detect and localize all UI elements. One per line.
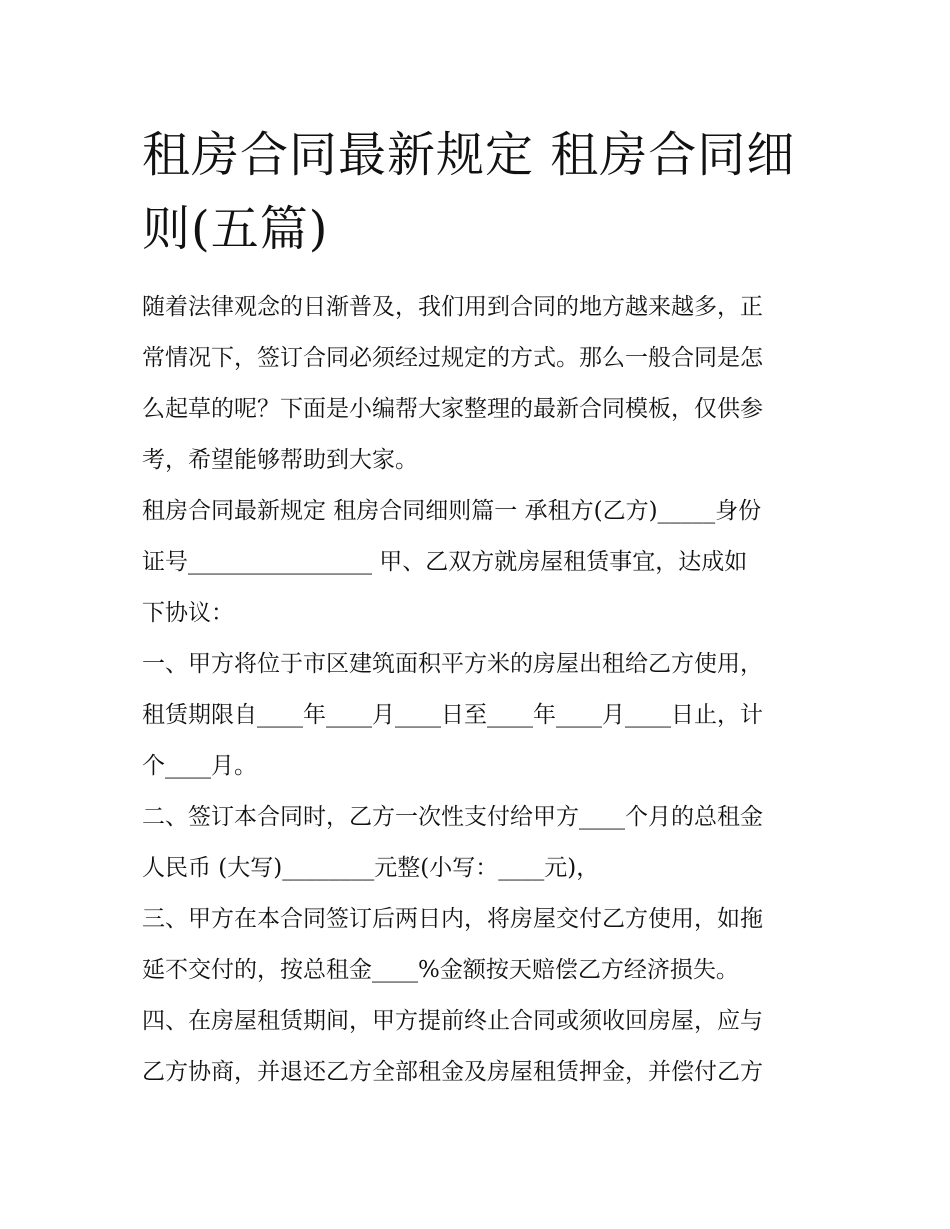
body-line: 个____月。 [142,753,257,779]
body-line: 四、在房屋租赁期间，甲方提前终止合同或须收回房屋，应与 [142,1008,763,1034]
body-line: 三、甲方在本合同签订后两日内，将房屋交付乙方使用，如拖 [142,906,763,932]
body-line: 租房合同最新规定 租房合同细则篇一 承租方(乙方)_____身份 [142,498,762,524]
title-line: 则(五篇) [142,201,329,257]
body-line: 常情况下，签订合同必须经过规定的方式。那么一般合同是怎 [142,345,763,371]
body-line: 随着法律观念的日渐普及，我们用到合同的地方越来越多，正 [142,294,763,320]
body-line: 么起草的呢？下面是小编帮大家整理的最新合同模板，仅供参 [142,396,763,422]
body-line: 一、甲方将位于市区建筑面积平方米的房屋出租给乙方使用， [142,651,763,677]
body-line: 乙方协商，并退还乙方全部租金及房屋租赁押金，并偿付乙方 [142,1059,763,1085]
body-line: 下协议： [142,600,234,626]
body-line: 考，希望能够帮助到大家。 [142,447,418,473]
body-line: 证号________________ 甲、乙双方就房屋租赁事宜，达成如 [142,549,748,575]
document-page [142,118,814,1098]
document-body [142,282,814,1098]
body-line: 二、签订本合同时，乙方一次性支付给甲方____个月的总租金 [142,804,763,830]
body-line: 延不交付的，按总租金____%金额按天赔偿乙方经济损失。 [142,957,739,983]
body-line: 租赁期限自____年____月____日至____年____月____日止，计 [142,702,763,728]
title-line: 租房合同最新规定 租房合同细 [142,127,796,183]
document-title [142,118,814,266]
body-line: 人民币 (大写)________元整(小写：____元)， [142,855,600,881]
